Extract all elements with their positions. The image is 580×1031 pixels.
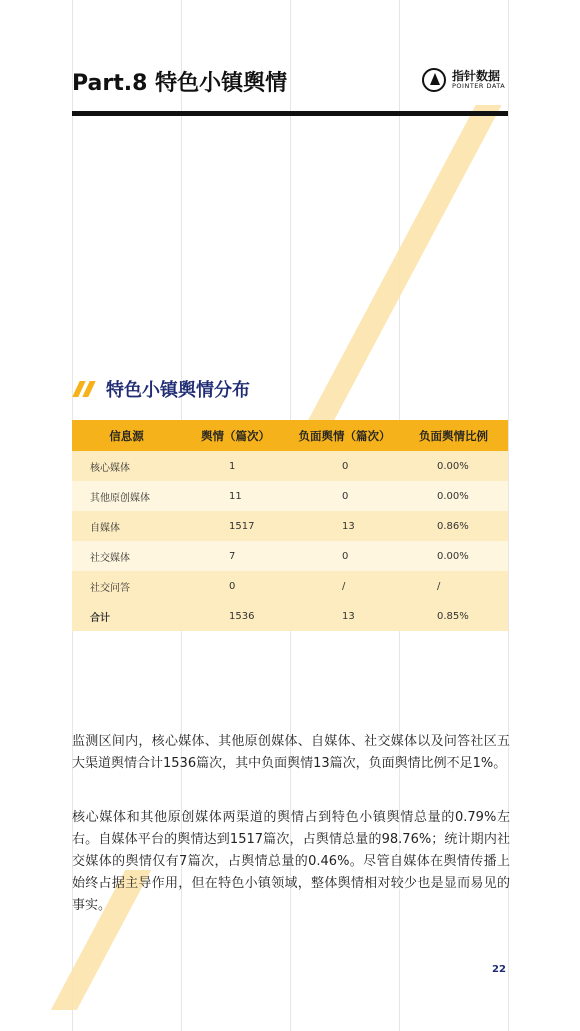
table-cell: 0.85%	[399, 601, 508, 631]
slash-marker-icon	[76, 381, 96, 397]
table-cell: 7	[181, 541, 290, 571]
table-cell: 社交媒体	[72, 541, 181, 571]
table-cell: 社交问答	[72, 571, 181, 601]
table-row	[72, 571, 508, 601]
decorative-band	[284, 105, 501, 465]
table-cell: 1536	[181, 601, 290, 631]
table-cell: 核心媒体	[72, 451, 181, 481]
table-cell: 11	[181, 481, 290, 511]
table-cell: 0	[290, 451, 399, 481]
table-cell: 1517	[181, 511, 290, 541]
table-cell: 0.86%	[399, 511, 508, 541]
column-header: 负面舆情（篇次）	[290, 420, 399, 451]
table-cell: 1	[181, 451, 290, 481]
brand-subtitle: POINTER DATA	[452, 82, 506, 91]
table-cell: 13	[290, 511, 399, 541]
table-cell: 0	[290, 541, 399, 571]
column-header: 舆情（篇次）	[181, 420, 290, 451]
brand-name: 指针数据	[452, 68, 501, 83]
page-number: 22	[492, 964, 506, 975]
table-cell: /	[290, 571, 399, 601]
table-cell: 0.00%	[399, 541, 508, 571]
table-cell: 0	[290, 481, 399, 511]
table-total-row	[72, 601, 508, 631]
table-cell: 自媒体	[72, 511, 181, 541]
table-cell: 0	[181, 571, 290, 601]
table-row	[72, 541, 508, 571]
brand-logo	[422, 68, 505, 92]
header-rule	[72, 111, 508, 116]
table-cell: 合计	[72, 601, 181, 631]
table-cell: 0.00%	[399, 451, 508, 481]
section-heading	[76, 376, 250, 402]
table-row	[72, 511, 508, 541]
table-cell: 其他原创媒体	[72, 481, 181, 511]
body-paragraph: 核心媒体和其他原创媒体两渠道的舆情占到特色小镇舆情总量的0.79%左右。自媒体平台的舆情达到1517篇次，占舆情总量的98.76%；统计期内社交媒体的舆情仅有7篇次，占舆情总量的0.46%。尽管自媒体在舆情传播上始终占据主导作用，但在特色小镇领域，整体舆情相对较少也是显而易见的事实。	[72, 810, 510, 913]
pointer-logo-icon	[422, 68, 446, 92]
table-cell: 13	[290, 601, 399, 631]
body-paragraph: 监测区间内，核心媒体、其他原创媒体、自媒体、社交媒体以及问答社区五大渠道舆情合计1536篇次，其中负面舆情13篇次，负面舆情比例不足1%。	[72, 734, 510, 771]
table-row	[72, 451, 508, 481]
table-cell: 0.00%	[399, 481, 508, 511]
sentiment-table	[72, 420, 508, 631]
page-title: Part.8 特色小镇舆情	[72, 71, 288, 96]
column-header: 信息源	[72, 420, 181, 451]
section-title: 特色小镇舆情分布	[106, 380, 250, 401]
table-cell: /	[399, 571, 508, 601]
table-row	[72, 481, 508, 511]
column-header: 负面舆情比例	[399, 420, 508, 451]
table-header-row	[72, 420, 508, 451]
